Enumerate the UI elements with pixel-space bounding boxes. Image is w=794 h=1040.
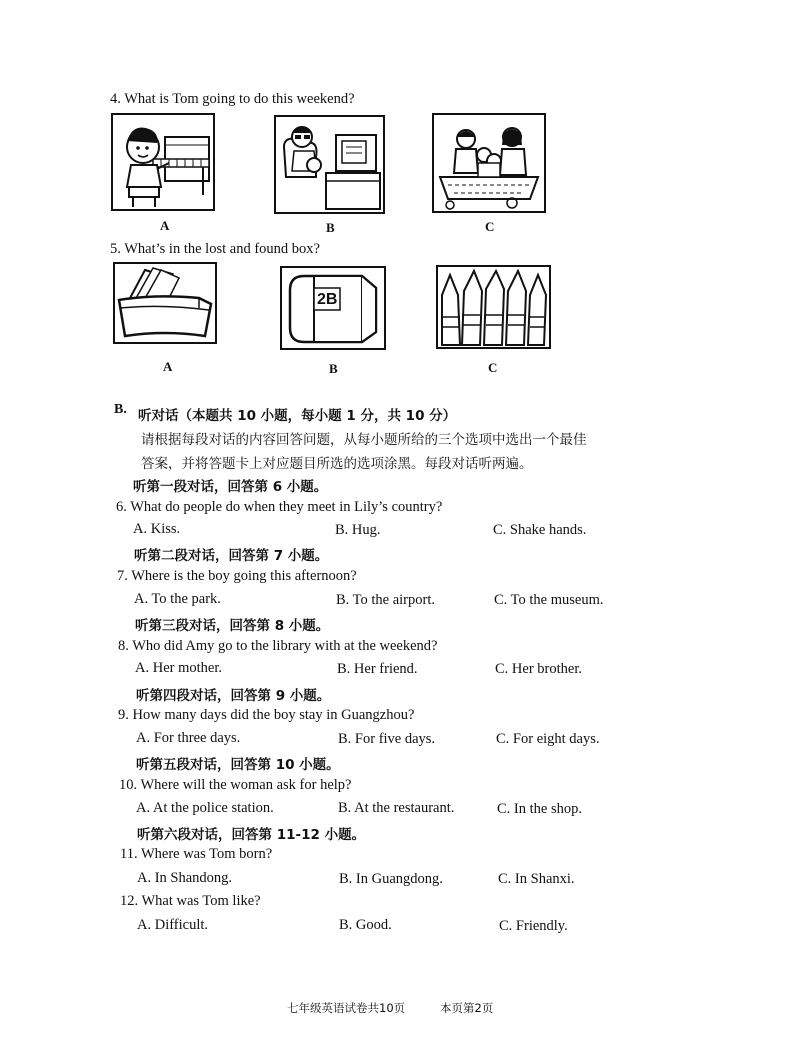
q4-label-c: C <box>485 219 495 234</box>
q7-option-c: C. To the museum. <box>494 592 604 608</box>
crayons-icon <box>438 267 549 347</box>
dialog-header-5: 听第五段对话，回答第 10 小题。 <box>136 757 340 773</box>
watching-tv-image <box>274 115 385 214</box>
q4-label-b: B <box>326 220 335 235</box>
wallet-icon <box>115 264 215 342</box>
q11-option-c: C. In Shanxi. <box>498 871 575 887</box>
question-6-text: 6. What do people do when they meet in Lily’s country? <box>116 499 443 515</box>
q10-option-a: A. At the police station. <box>136 800 274 816</box>
q6-option-a: A. Kiss. <box>133 521 181 537</box>
q4-label-a: A <box>160 218 170 233</box>
picnic-icon <box>434 115 544 211</box>
q11-option-b: B. In Guangdong. <box>339 871 443 887</box>
question-11-text: 11. Where was Tom born? <box>120 846 273 862</box>
family-picnic-image <box>432 113 546 213</box>
dialog-header-2: 听第二段对话，回答第 7 小题。 <box>134 548 329 564</box>
q9-option-c: C. For eight days. <box>496 731 600 747</box>
eraser-label: 2B <box>317 291 338 308</box>
q8-option-a: A. Her mother. <box>135 660 222 676</box>
dialog-header-1: 听第一段对话，回答第 6 小题。 <box>133 479 328 495</box>
footer-total-pages: 七年级英语试卷共10页 <box>287 1001 406 1015</box>
question-8-text: 8. Who did Amy go to the library with at the weekend? <box>118 638 438 654</box>
dialog-header-4: 听第四段对话，回答第 9 小题。 <box>136 688 331 704</box>
section-b-label: B. <box>114 402 127 417</box>
q12-option-b: B. Good. <box>339 917 392 933</box>
question-7-text: 7. Where is the boy going this afternoon? <box>117 568 357 584</box>
section-b-instruction-1: 请根据每段对话的内容回答问题，从每小题所给的三个选项中选出一个最佳 <box>141 432 587 448</box>
piano-boy-image <box>111 113 215 211</box>
eraser-image <box>280 266 386 350</box>
question-4-text: 4. What is Tom going to do this weekend? <box>110 91 355 107</box>
q6-option-b: B. Hug. <box>335 522 381 538</box>
footer-page-number: 本页第2页 <box>440 1001 494 1015</box>
section-b-instruction-2: 答案，并将答题卡上对应题目所选的选项涂黑。每段对话听两遍。 <box>141 456 533 472</box>
question-12-text: 12. What was Tom like? <box>120 893 261 909</box>
q7-option-a: A. To the park. <box>134 591 221 607</box>
q12-option-c: C. Friendly. <box>499 918 568 934</box>
section-b-title: 听对话（本题共 10 小题，每小题 1 分，共 10 分） <box>138 408 457 424</box>
question-10-text: 10. Where will the woman ask for help? <box>119 777 352 793</box>
piano-playing-icon <box>113 115 213 209</box>
q8-option-c: C. Her brother. <box>495 661 582 677</box>
dialog-header-6: 听第六段对话，回答第 11-12 小题。 <box>137 827 366 843</box>
crayons-image <box>436 265 551 349</box>
q10-option-c: C. In the shop. <box>497 801 582 817</box>
tv-watching-icon <box>276 117 383 212</box>
q5-label-c: C <box>488 360 498 375</box>
q9-option-a: A. For three days. <box>136 730 241 746</box>
q10-option-b: B. At the restaurant. <box>338 800 455 816</box>
q9-option-b: B. For five days. <box>338 731 436 747</box>
q8-option-b: B. Her friend. <box>337 661 418 677</box>
q12-option-a: A. Difficult. <box>137 917 209 933</box>
q7-option-b: B. To the airport. <box>336 592 435 608</box>
q6-option-c: C. Shake hands. <box>493 522 587 538</box>
dialog-header-3: 听第三段对话，回答第 8 小题。 <box>135 618 330 634</box>
wallet-image <box>113 262 217 344</box>
q11-option-a: A. In Shandong. <box>137 870 233 886</box>
question-5-text: 5. What’s in the lost and found box? <box>110 241 320 257</box>
q5-label-b: B <box>329 361 338 376</box>
q5-label-a: A <box>163 359 173 374</box>
question-9-text: 9. How many days did the boy stay in Guangzhou? <box>118 707 415 723</box>
